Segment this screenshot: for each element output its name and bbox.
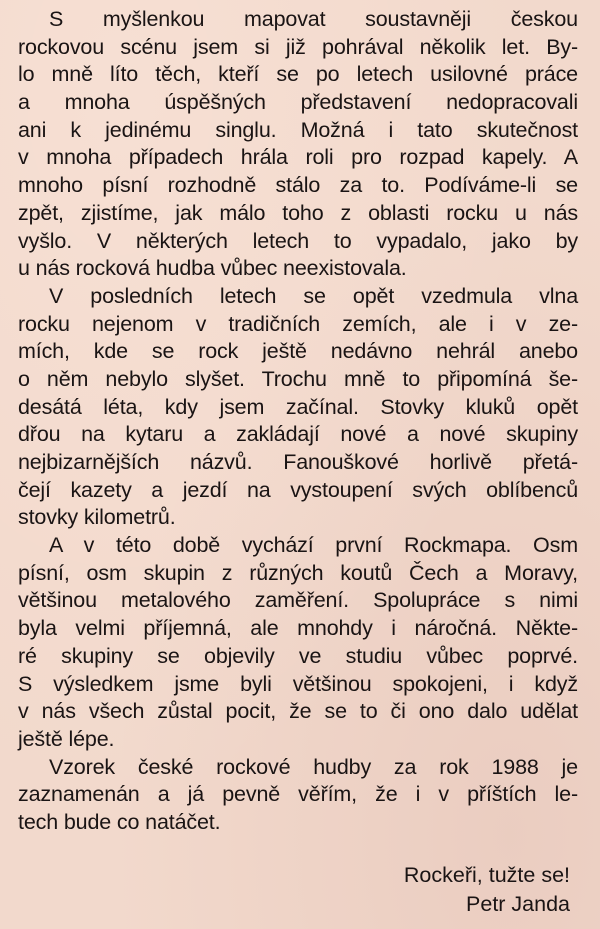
text-line: mích, kde se rock ještě nedávno nehrál anebo: [18, 339, 578, 364]
article-body: [18, 6, 578, 837]
text-line: tech bude co natáčet.: [18, 809, 221, 834]
text-line: V posledních letech se opět vzedmula vlna: [49, 283, 578, 308]
text-line: Vzorek české rockové hudby za rok 1988 je: [49, 754, 578, 779]
author-name: Petr Janda: [466, 892, 570, 916]
text-line: ani k jedinému singlu. Možná i tato skutečnost: [18, 117, 578, 142]
text-line: S výsledkem jsme byli většinou spokojeni, i když: [18, 671, 578, 696]
text-line: A v této době vychází první Rockmapa. Osm: [49, 533, 578, 558]
text-line: stovky kilometrů.: [18, 505, 176, 530]
text-line: S myšlenkou mapovat soustavněji českou: [49, 7, 578, 31]
text-line: mnoho písní rozhodně stálo za to. Podíváme-li se: [18, 173, 578, 198]
closing-line: Rockeři, tužte se!: [403, 863, 570, 887]
text-line: dřou na kytaru a zakládají nové a nové skupiny: [18, 422, 578, 447]
signature-block: [404, 861, 570, 919]
text-line: lo mně líto těch, kteří se po letech usilovné práce: [18, 62, 578, 87]
text-line: nejbizarnějších názvů. Fanouškové horlivě přetá-: [18, 450, 578, 474]
text-line: v mnoha případech hrála roli pro rozpad kapely. A: [18, 145, 578, 170]
text-line: u nás rocková hudba vůbec neexistovala.: [18, 256, 407, 281]
text-line: rockovou scénu jsem si již pohrával několik let. By-: [18, 34, 578, 59]
text-line: zaznamenán a já pevně věřím, že i v příštích le-: [18, 782, 578, 807]
text-line: rocku nejenom v tradičních zemích, ale i v ze-: [18, 311, 578, 336]
text-line: a mnoha úspěšných představení nedopracovali: [18, 90, 578, 115]
text-line: byla velmi příjemná, ale mnohdy i náročná. Někte-: [18, 616, 578, 641]
text-line: zpět, zjistíme, jak málo toho z oblasti rocku u nás: [18, 200, 578, 225]
text-line: desátá léta, kdy jsem začínal. Stovky kluků opět: [18, 394, 578, 419]
text-line: ré skupiny se objevily ve studiu vůbec poprvé.: [18, 643, 578, 668]
text-line: ještě lépe.: [18, 726, 115, 751]
text-line: většinou metalového zaměření. Spolupráce s nimi: [18, 588, 578, 613]
text-line: vyšlo. V některých letech to vypadalo, jako by: [18, 228, 578, 253]
text-line: písní, osm skupin z různých koutů Čech a Moravy,: [18, 560, 578, 585]
text-line: čejí kazety a jezdí na vystoupení svých oblíbenců: [18, 477, 578, 502]
text-line: v nás všech zůstal pocit, že se to či ono dalo udělat: [18, 699, 578, 724]
text-line: o něm nebylo slyšet. Trochu mně to připomíná še-: [18, 366, 578, 391]
